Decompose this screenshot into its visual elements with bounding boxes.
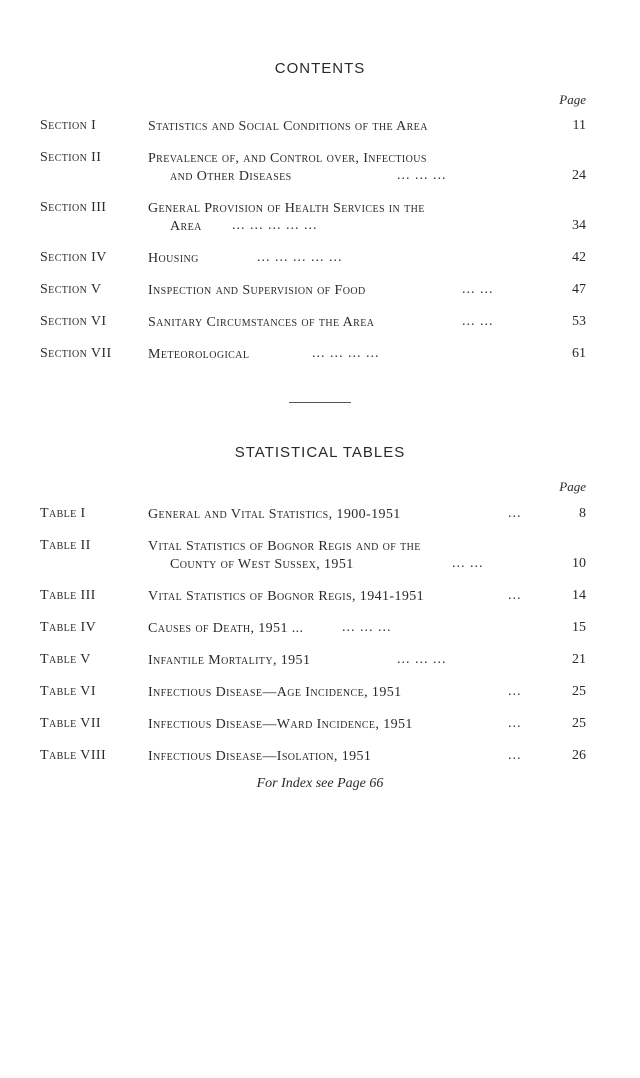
table-title: General and Vital Statistics, 1900-1951 — [148, 507, 401, 522]
table-title: Infantile Mortality, 1951 — [148, 653, 311, 668]
table-label: Table IV — [40, 620, 97, 635]
table-page-number: 25 — [572, 716, 586, 731]
divider-rule — [289, 402, 351, 403]
section-title: Housing — [148, 251, 199, 266]
table-page-number: 8 — [579, 506, 586, 521]
table-title: Infectious Disease—Age Incidence, 1951 — [148, 685, 402, 700]
section-label: Section III — [40, 200, 107, 215]
leader-dots: ... ... — [452, 556, 484, 571]
contents-title: CONTENTS — [274, 60, 366, 77]
section-title-continued: and Other Diseases — [170, 169, 292, 184]
table-title: Vital Statistics of Bognor Regis, 1941-1951 — [148, 589, 425, 604]
table-title: Causes of Death, 1951 ... — [148, 621, 304, 636]
table-page-number: 25 — [572, 684, 586, 699]
section-page-number: 47 — [572, 282, 586, 297]
section-title-continued: Area — [170, 219, 202, 234]
section-page-number: 61 — [572, 346, 586, 361]
section-page-number: 42 — [572, 250, 586, 265]
leader-dots: ... ... ... — [397, 168, 447, 183]
section-title: Meteorological — [148, 347, 250, 362]
leader-dots: ... — [508, 716, 522, 731]
tables-title: STATISTICAL TABLES — [234, 444, 406, 461]
leader-dots: ... — [508, 588, 522, 603]
table-title: Infectious Disease—Ward Incidence, 1951 — [148, 717, 413, 732]
table-title: Vital Statistics of Bognor Regis and of the — [148, 539, 421, 554]
leader-dots: ... ... — [462, 314, 494, 329]
section-title: Sanitary Circumstances of the Area — [148, 315, 375, 330]
leader-dots: ... — [508, 748, 522, 763]
leader-dots: ... ... ... ... ... — [257, 250, 343, 265]
table-page-number: 15 — [572, 620, 586, 635]
table-title: Infectious Disease—Isolation, 1951 — [148, 749, 372, 764]
section-label: Section VI — [40, 314, 107, 329]
leader-dots: ... ... ... — [342, 620, 392, 635]
section-page-number: 34 — [572, 218, 586, 233]
contents-page-header: Page — [559, 92, 586, 107]
table-label: Table III — [40, 588, 96, 603]
leader-dots: ... ... — [462, 282, 494, 297]
section-label: Section VII — [40, 346, 112, 361]
section-page-number: 53 — [572, 314, 586, 329]
table-page-number: 21 — [572, 652, 586, 667]
table-title-continued: County of West Sussex, 1951 — [170, 557, 354, 572]
table-label: Table V — [40, 652, 91, 667]
section-label: Section V — [40, 282, 102, 297]
leader-dots: ... — [508, 506, 522, 521]
section-page-number: 24 — [572, 168, 586, 183]
table-label: Table VII — [40, 716, 101, 731]
table-label: Table I — [40, 506, 86, 521]
leader-dots: ... ... ... ... — [312, 346, 380, 361]
section-title: Inspection and Supervision of Food — [148, 283, 366, 298]
leader-dots: ... — [508, 684, 522, 699]
section-title: Statistics and Social Conditions of the Area — [148, 119, 428, 134]
table-label: Table II — [40, 538, 91, 553]
section-label: Section IV — [40, 250, 107, 265]
table-page-number: 26 — [572, 748, 586, 763]
table-label: Table VI — [40, 684, 96, 699]
section-label: Section II — [40, 150, 102, 165]
table-page-number: 10 — [572, 556, 586, 571]
tables-page-header: Page — [559, 479, 586, 494]
table-label: Table VIII — [40, 748, 107, 763]
section-page-number: 11 — [572, 118, 586, 133]
leader-dots: ... ... ... ... ... — [232, 218, 318, 233]
section-title: General Provision of Health Services in the — [148, 201, 425, 216]
section-title: Prevalence of, and Control over, Infectious — [148, 151, 427, 166]
leader-dots: ... ... ... — [397, 652, 447, 667]
section-label: Section I — [40, 118, 97, 133]
index-footnote: For Index see Page 66 — [256, 776, 384, 791]
table-page-number: 14 — [572, 588, 586, 603]
